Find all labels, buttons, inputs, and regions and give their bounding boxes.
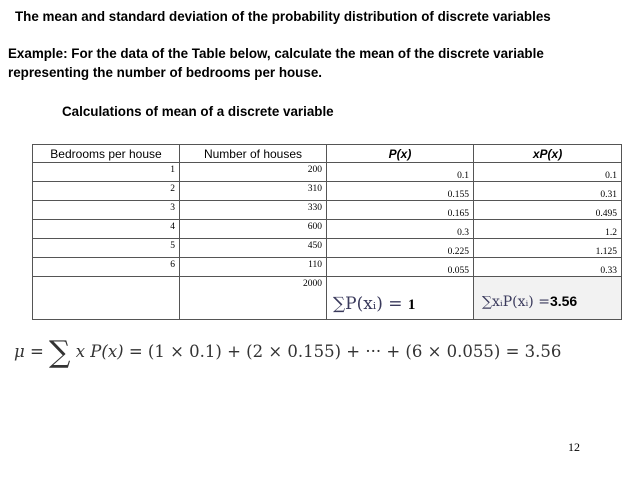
formula-x: x [75,342,86,361]
cell-houses: 450 [180,239,327,258]
cell-bedrooms: 5 [33,239,180,258]
sum-px-formula [333,294,415,314]
probability-table [32,144,622,320]
header-xpx-close: ) [558,146,563,161]
formula-mu: μ = [14,342,44,361]
cell-px: 0.3 [327,220,474,239]
cell-px: 0.165 [327,201,474,220]
cell-houses: 330 [180,201,327,220]
cell-bedrooms: 3 [33,201,180,220]
sum-xpx-expr: ∑xᵢP(xᵢ) = [482,294,550,310]
cell-houses: 600 [180,220,327,239]
formula-px: P(x) [90,342,124,361]
formula-sigma: ∑ [49,335,71,370]
cell-bedrooms: 6 [33,258,180,277]
cell-sum-xpx [474,277,622,320]
cell-xpx: 1.2 [474,220,622,239]
header-px-close: ) [407,146,412,161]
header-xpx-x: x [532,146,540,161]
cell-sum-px [327,277,474,320]
cell-xpx: 0.33 [474,258,622,277]
cell-xpx: 1.125 [474,239,622,258]
table-row [33,239,622,258]
table-row [33,163,622,182]
cell-px: 0.1 [327,163,474,182]
example-text: Example: For the data of the Table below, calculate the mean of the discrete variable representing the number of bedrooms per house. [8,46,544,80]
table-caption: Calculations of mean of a discrete variable [62,104,334,119]
cell-total-empty [33,277,180,320]
cell-xpx: 0.1 [474,163,622,182]
cell-xpx: 0.495 [474,201,622,220]
table-row [33,220,622,239]
cell-px: 0.055 [327,258,474,277]
cell-houses: 310 [180,182,327,201]
sum-px-expr: ∑P(xᵢ) = [333,294,403,314]
header-xpx [474,145,622,163]
table-row [33,182,622,201]
cell-houses: 200 [180,163,327,182]
header-xpx-x2: x [551,146,559,161]
formula-rhs: = (1 × 0.1) + (2 × 0.155) + ··· + (6 × 0.055) = 3.56 [128,342,562,361]
cell-bedrooms: 1 [33,163,180,182]
table-total-row [33,277,622,320]
cell-total-houses: 2000 [180,277,327,320]
mean-formula [14,335,561,370]
sum-xpx-formula [482,293,577,310]
header-bedrooms: Bedrooms per house [33,145,180,163]
header-px-p: P( [388,146,401,161]
cell-px: 0.155 [327,182,474,201]
slide-title: The mean and standard deviation of the probability distribution of discrete variables [15,9,551,24]
sum-xpx-value: 3.56 [549,293,578,309]
table-row [33,201,622,220]
table-row [33,258,622,277]
header-px [327,145,474,163]
sum-px-value: 1 [407,297,416,313]
cell-bedrooms: 4 [33,220,180,239]
header-xpx-p: P( [539,146,552,161]
header-px-x: x [400,146,408,161]
cell-bedrooms: 2 [33,182,180,201]
cell-xpx: 0.31 [474,182,622,201]
cell-px: 0.225 [327,239,474,258]
table-header-row [33,145,622,163]
header-houses: Number of houses [180,145,327,163]
cell-houses: 110 [180,258,327,277]
page-number: 12 [568,440,580,454]
